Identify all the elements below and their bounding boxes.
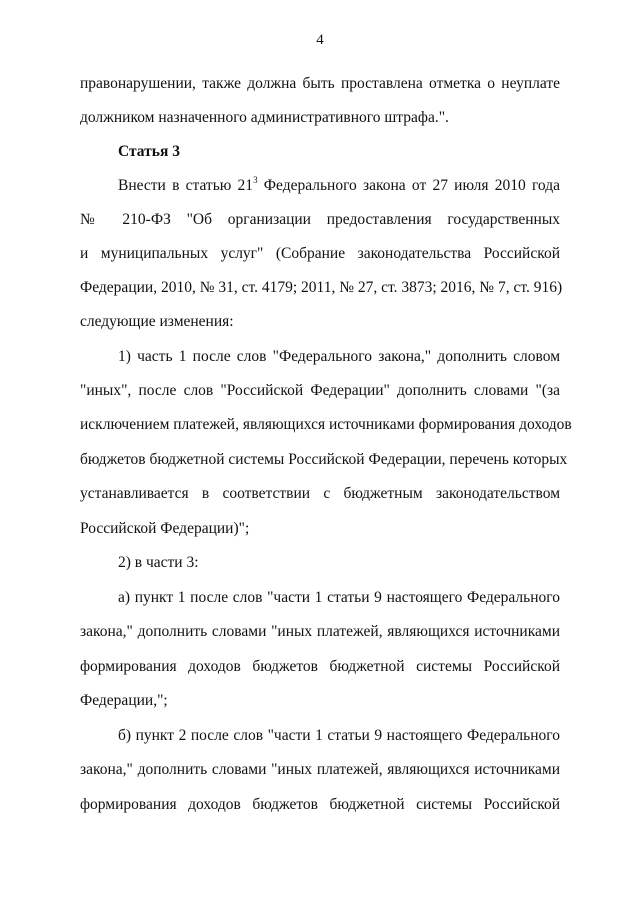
- text-line: и муниципальных услуг" (Собрание законодательства Российской: [80, 245, 560, 262]
- text-line: [118, 176, 560, 196]
- text-fragment: Федерального закона от 27 июля 2010 года: [257, 177, 560, 194]
- text-fragment: Внести в статью 21: [118, 177, 254, 194]
- text-line: правонарушении, также должна быть проставлена отметка о неуплате: [80, 75, 560, 92]
- text-line: Федерации,";: [80, 692, 168, 709]
- text-line: б) пункт 2 после слов "части 1 статьи 9 настоящего Федерального: [118, 727, 560, 744]
- text-line: "иных", после слов "Российской Федерации" дополнить словами "(за: [80, 382, 560, 399]
- text-line: закона," дополнить словами "иных платежей, являющихся источниками: [80, 623, 560, 640]
- text-line: устанавливается в соответствии с бюджетным законодательством: [80, 485, 560, 502]
- text-line: Федерации, 2010, № 31, ст. 4179; 2011, № 27, ст. 3873; 2016, № 7, ст. 916): [80, 279, 563, 296]
- article-heading: Статья 3: [118, 143, 180, 160]
- text-line: бюджетов бюджетной системы Российской Федерации, перечень которых: [80, 451, 568, 468]
- text-line: а) пункт 1 после слов "части 1 статьи 9 настоящего Федерального: [118, 589, 560, 606]
- text-line: следующие изменения:: [80, 313, 234, 330]
- text-line: исключением платежей, являющихся источниками формирования доходов: [80, 416, 572, 433]
- text-line: формирования доходов бюджетов бюджетной системы Российской: [80, 658, 560, 675]
- text-line: закона," дополнить словами "иных платежей, являющихся источниками: [80, 761, 560, 778]
- text-line: должником назначенного административного штрафа.".: [80, 109, 449, 126]
- page-number: 4: [316, 32, 324, 48]
- text-line: 1) часть 1 после слов "Федерального закона," дополнить словом: [118, 348, 560, 365]
- superscript: 3: [253, 175, 258, 185]
- text-line: № 210-ФЗ "Об организации предоставления государственных: [80, 211, 560, 228]
- text-line: Российской Федерации)";: [80, 520, 250, 537]
- text-line: формирования доходов бюджетов бюджетной системы Российской: [80, 796, 560, 813]
- text-line: 2) в части 3:: [118, 554, 199, 571]
